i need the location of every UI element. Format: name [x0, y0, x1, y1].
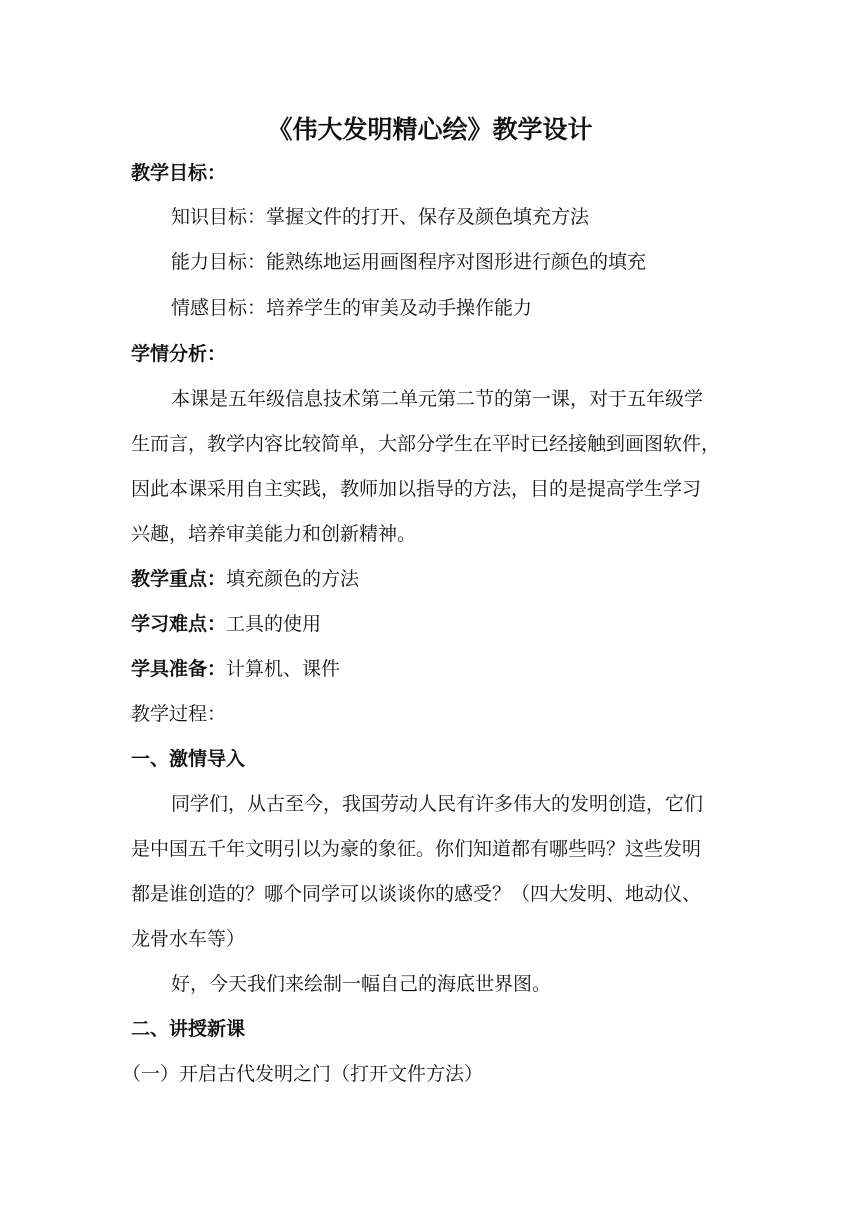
prep-row	[131, 657, 340, 681]
objective-ability: 能力目标：能熟练地运用画图程序对图形进行颜色的填充	[171, 251, 647, 273]
document-title: 《伟大发明精心绘》教学设计	[267, 115, 593, 144]
section1-heading: 一、激情导入	[131, 748, 246, 770]
subsection1-heading: （一）开启古代发明之门（打开文件方法）	[122, 1063, 484, 1085]
difficulty-value: 工具的使用	[226, 613, 322, 635]
section1-line-4: 龙骨水车等）	[131, 928, 246, 950]
section1-closing: 好，今天我们来绘制一幅自己的海底世界图。	[171, 973, 552, 995]
process-heading: 教学过程：	[131, 703, 227, 725]
difficulty-row	[131, 612, 321, 636]
key-point-row	[131, 567, 359, 591]
analysis-line-2: 生而言，教学内容比较简单，大部分学生在平时已经接触到画图软件，	[131, 433, 721, 455]
objectives-heading: 教学目标：	[131, 162, 227, 184]
section1-line-3: 都是谁创造的？哪个同学可以谈谈你的感受？（四大发明、地动仪、	[131, 883, 702, 905]
analysis-heading: 学情分析：	[131, 343, 227, 365]
difficulty-label: 学习难点：	[131, 613, 227, 635]
analysis-line-3: 因此本课采用自主实践，教师加以指导的方法，目的是提高学生学习	[131, 478, 702, 500]
prep-label: 学具准备：	[131, 658, 227, 680]
section2-heading: 二、讲授新课	[131, 1018, 246, 1040]
section1-line-1: 同学们，从古至今，我国劳动人民有许多伟大的发明创造，它们	[171, 793, 704, 815]
objective-emotion: 情感目标：培养学生的审美及动手操作能力	[171, 297, 533, 319]
analysis-line-1: 本课是五年级信息技术第二单元第二节的第一课，对于五年级学	[171, 388, 704, 410]
key-point-value: 填充颜色的方法	[226, 568, 360, 590]
key-point-label: 教学重点：	[131, 568, 227, 590]
prep-value: 计算机、课件	[226, 658, 341, 680]
section1-line-2: 是中国五千年文明引以为豪的象征。你们知道都有哪些吗？这些发明	[131, 838, 702, 860]
objective-knowledge: 知识目标：掌握文件的打开、保存及颜色填充方法	[171, 206, 590, 228]
analysis-line-4: 兴趣，培养审美能力和创新精神。	[131, 523, 417, 545]
